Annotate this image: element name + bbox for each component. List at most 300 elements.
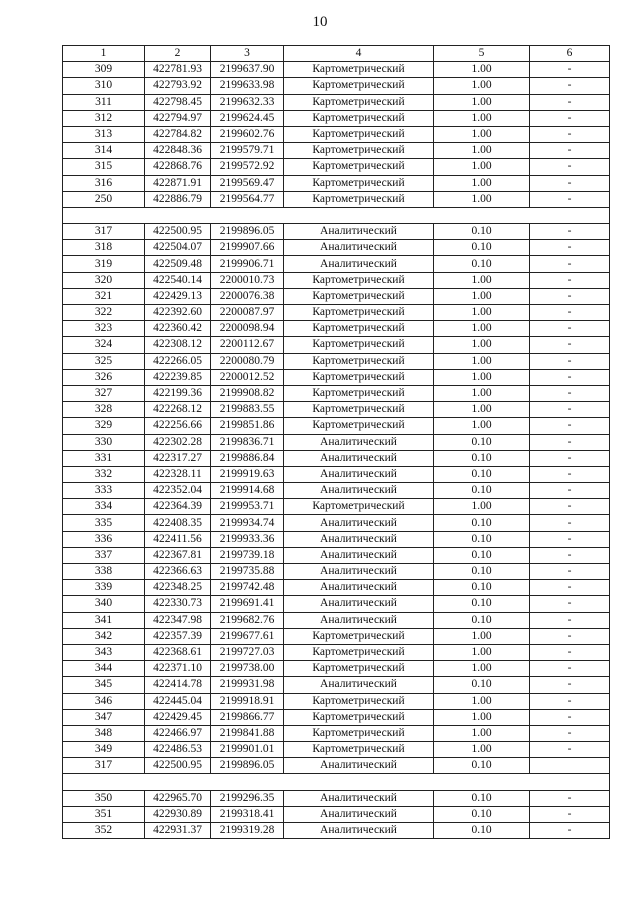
table-row bbox=[63, 531, 610, 547]
point-number-cell: 310 bbox=[63, 78, 145, 94]
method-cell: Аналитический bbox=[284, 758, 434, 774]
y-coordinate-cell: 2199906.71 bbox=[211, 256, 284, 272]
y-coordinate-cell: 2199841.88 bbox=[211, 725, 284, 741]
method-cell: Картометрический bbox=[284, 337, 434, 353]
table-row bbox=[63, 661, 610, 677]
header-col-6: 6 bbox=[530, 46, 610, 62]
y-coordinate-cell: 2200076.38 bbox=[211, 288, 284, 304]
note-cell: - bbox=[530, 515, 610, 531]
note-cell: - bbox=[530, 256, 610, 272]
accuracy-cell: 0.10 bbox=[434, 434, 530, 450]
table-row bbox=[63, 758, 610, 774]
accuracy-cell: 1.00 bbox=[434, 191, 530, 207]
method-cell: Аналитический bbox=[284, 466, 434, 482]
method-cell: Картометрический bbox=[284, 62, 434, 78]
point-number-cell: 352 bbox=[63, 823, 145, 839]
method-cell: Картометрический bbox=[284, 94, 434, 110]
method-cell: Картометрический bbox=[284, 191, 434, 207]
x-coordinate-cell: 422308.12 bbox=[145, 337, 211, 353]
method-cell: Аналитический bbox=[284, 450, 434, 466]
accuracy-cell: 1.00 bbox=[434, 143, 530, 159]
point-number-cell: 331 bbox=[63, 450, 145, 466]
table-row bbox=[63, 418, 610, 434]
accuracy-cell: 1.00 bbox=[434, 369, 530, 385]
y-coordinate-cell: 2199836.71 bbox=[211, 434, 284, 450]
x-coordinate-cell: 422266.05 bbox=[145, 353, 211, 369]
point-number-cell: 321 bbox=[63, 288, 145, 304]
method-cell: Картометрический bbox=[284, 661, 434, 677]
table-row bbox=[63, 369, 610, 385]
point-number-cell: 336 bbox=[63, 531, 145, 547]
x-coordinate-cell: 422781.93 bbox=[145, 62, 211, 78]
method-cell: Картометрический bbox=[284, 159, 434, 175]
y-coordinate-cell: 2199908.82 bbox=[211, 385, 284, 401]
point-number-cell: 348 bbox=[63, 725, 145, 741]
accuracy-cell: 1.00 bbox=[434, 402, 530, 418]
point-number-cell: 325 bbox=[63, 353, 145, 369]
table-row bbox=[63, 628, 610, 644]
accuracy-cell: 0.10 bbox=[434, 580, 530, 596]
table-row bbox=[63, 725, 610, 741]
note-cell: - bbox=[530, 337, 610, 353]
point-number-cell: 309 bbox=[63, 62, 145, 78]
x-coordinate-cell: 422199.36 bbox=[145, 385, 211, 401]
x-coordinate-cell: 422408.35 bbox=[145, 515, 211, 531]
method-cell: Аналитический bbox=[284, 483, 434, 499]
note-cell: - bbox=[530, 94, 610, 110]
table-row bbox=[63, 110, 610, 126]
x-coordinate-cell: 422348.25 bbox=[145, 580, 211, 596]
point-number-cell: 311 bbox=[63, 94, 145, 110]
point-number-cell: 316 bbox=[63, 175, 145, 191]
accuracy-cell: 0.10 bbox=[434, 790, 530, 806]
note-cell: - bbox=[530, 159, 610, 175]
x-coordinate-cell: 422798.45 bbox=[145, 94, 211, 110]
x-coordinate-cell: 422500.95 bbox=[145, 224, 211, 240]
note-cell: - bbox=[530, 806, 610, 822]
point-number-cell: 327 bbox=[63, 385, 145, 401]
table-row bbox=[63, 499, 610, 515]
x-coordinate-cell: 422366.63 bbox=[145, 564, 211, 580]
y-coordinate-cell: 2199901.01 bbox=[211, 742, 284, 758]
x-coordinate-cell: 422871.91 bbox=[145, 175, 211, 191]
accuracy-cell: 1.00 bbox=[434, 725, 530, 741]
table-row bbox=[63, 337, 610, 353]
method-cell: Аналитический bbox=[284, 790, 434, 806]
point-number-cell: 347 bbox=[63, 709, 145, 725]
point-number-cell: 344 bbox=[63, 661, 145, 677]
table-row bbox=[63, 612, 610, 628]
accuracy-cell: 1.00 bbox=[434, 110, 530, 126]
point-number-cell: 351 bbox=[63, 806, 145, 822]
note-cell: - bbox=[530, 62, 610, 78]
note-cell: - bbox=[530, 612, 610, 628]
table-row bbox=[63, 693, 610, 709]
y-coordinate-cell: 2199727.03 bbox=[211, 644, 284, 660]
table-row bbox=[63, 402, 610, 418]
method-cell: Картометрический bbox=[284, 305, 434, 321]
x-coordinate-cell: 422367.81 bbox=[145, 547, 211, 563]
point-number-cell: 333 bbox=[63, 483, 145, 499]
y-coordinate-cell: 2199896.05 bbox=[211, 224, 284, 240]
point-number-cell: 312 bbox=[63, 110, 145, 126]
point-number-cell: 343 bbox=[63, 644, 145, 660]
note-cell: - bbox=[530, 353, 610, 369]
method-cell: Аналитический bbox=[284, 806, 434, 822]
table-row bbox=[63, 515, 610, 531]
point-number-cell: 322 bbox=[63, 305, 145, 321]
header-col-1: 1 bbox=[63, 46, 145, 62]
table-row bbox=[63, 288, 610, 304]
point-number-cell: 337 bbox=[63, 547, 145, 563]
x-coordinate-cell: 422504.07 bbox=[145, 240, 211, 256]
y-coordinate-cell: 2199866.77 bbox=[211, 709, 284, 725]
table-row bbox=[63, 272, 610, 288]
point-number-cell: 335 bbox=[63, 515, 145, 531]
note-cell: - bbox=[530, 402, 610, 418]
accuracy-cell: 1.00 bbox=[434, 661, 530, 677]
x-coordinate-cell: 422793.92 bbox=[145, 78, 211, 94]
accuracy-cell: 1.00 bbox=[434, 288, 530, 304]
accuracy-cell: 1.00 bbox=[434, 272, 530, 288]
header-col-3: 3 bbox=[211, 46, 284, 62]
accuracy-cell: 0.10 bbox=[434, 531, 530, 547]
note-cell: - bbox=[530, 499, 610, 515]
separator-row bbox=[63, 774, 610, 790]
x-coordinate-cell: 422317.27 bbox=[145, 450, 211, 466]
x-coordinate-cell: 422848.36 bbox=[145, 143, 211, 159]
method-cell: Аналитический bbox=[284, 596, 434, 612]
accuracy-cell: 0.10 bbox=[434, 612, 530, 628]
x-coordinate-cell: 422500.95 bbox=[145, 758, 211, 774]
x-coordinate-cell: 422360.42 bbox=[145, 321, 211, 337]
note-cell: - bbox=[530, 288, 610, 304]
x-coordinate-cell: 422868.76 bbox=[145, 159, 211, 175]
method-cell: Картометрический bbox=[284, 709, 434, 725]
point-number-cell: 328 bbox=[63, 402, 145, 418]
x-coordinate-cell: 422256.66 bbox=[145, 418, 211, 434]
method-cell: Аналитический bbox=[284, 224, 434, 240]
x-coordinate-cell: 422784.82 bbox=[145, 126, 211, 142]
point-number-cell: 346 bbox=[63, 693, 145, 709]
method-cell: Аналитический bbox=[284, 256, 434, 272]
table-row bbox=[63, 126, 610, 142]
header-row bbox=[63, 46, 610, 62]
y-coordinate-cell: 2199602.76 bbox=[211, 126, 284, 142]
coordinates-table bbox=[62, 45, 610, 839]
table-row bbox=[63, 466, 610, 482]
y-coordinate-cell: 2199564.77 bbox=[211, 191, 284, 207]
table-row bbox=[63, 434, 610, 450]
point-number-cell: 315 bbox=[63, 159, 145, 175]
point-number-cell: 330 bbox=[63, 434, 145, 450]
note-cell: - bbox=[530, 450, 610, 466]
x-coordinate-cell: 422486.53 bbox=[145, 742, 211, 758]
table-row bbox=[63, 175, 610, 191]
point-number-cell: 323 bbox=[63, 321, 145, 337]
y-coordinate-cell: 2199637.90 bbox=[211, 62, 284, 78]
point-number-cell: 341 bbox=[63, 612, 145, 628]
table-header bbox=[63, 46, 610, 62]
accuracy-cell: 1.00 bbox=[434, 499, 530, 515]
separator-cell bbox=[63, 207, 610, 223]
method-cell: Аналитический bbox=[284, 531, 434, 547]
table-row bbox=[63, 483, 610, 499]
y-coordinate-cell: 2199682.76 bbox=[211, 612, 284, 628]
y-coordinate-cell: 2199934.74 bbox=[211, 515, 284, 531]
accuracy-cell: 1.00 bbox=[434, 418, 530, 434]
accuracy-cell: 0.10 bbox=[434, 564, 530, 580]
accuracy-cell: 1.00 bbox=[434, 62, 530, 78]
method-cell: Картометрический bbox=[284, 272, 434, 288]
y-coordinate-cell: 2199914.68 bbox=[211, 483, 284, 499]
point-number-cell: 342 bbox=[63, 628, 145, 644]
note-cell: - bbox=[530, 790, 610, 806]
table-row bbox=[63, 94, 610, 110]
note-cell: - bbox=[530, 677, 610, 693]
accuracy-cell: 1.00 bbox=[434, 693, 530, 709]
note-cell: - bbox=[530, 143, 610, 159]
x-coordinate-cell: 422392.60 bbox=[145, 305, 211, 321]
accuracy-cell: 0.10 bbox=[434, 466, 530, 482]
table-row bbox=[63, 450, 610, 466]
x-coordinate-cell: 422364.39 bbox=[145, 499, 211, 515]
note-cell bbox=[530, 758, 610, 774]
point-number-cell: 340 bbox=[63, 596, 145, 612]
note-cell: - bbox=[530, 531, 610, 547]
point-number-cell: 339 bbox=[63, 580, 145, 596]
x-coordinate-cell: 422239.85 bbox=[145, 369, 211, 385]
point-number-cell: 250 bbox=[63, 191, 145, 207]
note-cell: - bbox=[530, 385, 610, 401]
accuracy-cell: 0.10 bbox=[434, 677, 530, 693]
note-cell: - bbox=[530, 823, 610, 839]
separator-row bbox=[63, 207, 610, 223]
accuracy-cell: 0.10 bbox=[434, 823, 530, 839]
y-coordinate-cell: 2199886.84 bbox=[211, 450, 284, 466]
table-row bbox=[63, 742, 610, 758]
point-number-cell: 313 bbox=[63, 126, 145, 142]
x-coordinate-cell: 422540.14 bbox=[145, 272, 211, 288]
y-coordinate-cell: 2199907.66 bbox=[211, 240, 284, 256]
note-cell: - bbox=[530, 272, 610, 288]
y-coordinate-cell: 2199931.98 bbox=[211, 677, 284, 693]
method-cell: Картометрический bbox=[284, 143, 434, 159]
accuracy-cell: 0.10 bbox=[434, 224, 530, 240]
separator-cell bbox=[63, 774, 610, 790]
y-coordinate-cell: 2199633.98 bbox=[211, 78, 284, 94]
x-coordinate-cell: 422371.10 bbox=[145, 661, 211, 677]
x-coordinate-cell: 422368.61 bbox=[145, 644, 211, 660]
accuracy-cell: 1.00 bbox=[434, 385, 530, 401]
x-coordinate-cell: 422347.98 bbox=[145, 612, 211, 628]
point-number-cell: 317 bbox=[63, 758, 145, 774]
method-cell: Аналитический bbox=[284, 547, 434, 563]
table-row bbox=[63, 806, 610, 822]
method-cell: Картометрический bbox=[284, 288, 434, 304]
method-cell: Аналитический bbox=[284, 515, 434, 531]
y-coordinate-cell: 2199742.48 bbox=[211, 580, 284, 596]
point-number-cell: 338 bbox=[63, 564, 145, 580]
method-cell: Картометрический bbox=[284, 402, 434, 418]
method-cell: Аналитический bbox=[284, 677, 434, 693]
y-coordinate-cell: 2199579.71 bbox=[211, 143, 284, 159]
note-cell: - bbox=[530, 580, 610, 596]
y-coordinate-cell: 2199318.41 bbox=[211, 806, 284, 822]
accuracy-cell: 0.10 bbox=[434, 547, 530, 563]
accuracy-cell: 1.00 bbox=[434, 742, 530, 758]
x-coordinate-cell: 422429.45 bbox=[145, 709, 211, 725]
note-cell: - bbox=[530, 126, 610, 142]
method-cell: Аналитический bbox=[284, 434, 434, 450]
accuracy-cell: 0.10 bbox=[434, 256, 530, 272]
y-coordinate-cell: 2200080.79 bbox=[211, 353, 284, 369]
x-coordinate-cell: 422965.70 bbox=[145, 790, 211, 806]
y-coordinate-cell: 2199624.45 bbox=[211, 110, 284, 126]
y-coordinate-cell: 2199953.71 bbox=[211, 499, 284, 515]
accuracy-cell: 1.00 bbox=[434, 175, 530, 191]
note-cell: - bbox=[530, 661, 610, 677]
note-cell: - bbox=[530, 434, 610, 450]
note-cell: - bbox=[530, 644, 610, 660]
x-coordinate-cell: 422429.13 bbox=[145, 288, 211, 304]
x-coordinate-cell: 422411.56 bbox=[145, 531, 211, 547]
point-number-cell: 329 bbox=[63, 418, 145, 434]
method-cell: Картометрический bbox=[284, 644, 434, 660]
table-row bbox=[63, 240, 610, 256]
table-row bbox=[63, 305, 610, 321]
table-row bbox=[63, 644, 610, 660]
table-row bbox=[63, 790, 610, 806]
x-coordinate-cell: 422466.97 bbox=[145, 725, 211, 741]
table-row bbox=[63, 191, 610, 207]
note-cell: - bbox=[530, 564, 610, 580]
accuracy-cell: 1.00 bbox=[434, 709, 530, 725]
accuracy-cell: 1.00 bbox=[434, 159, 530, 175]
table-row bbox=[63, 321, 610, 337]
x-coordinate-cell: 422794.97 bbox=[145, 110, 211, 126]
note-cell: - bbox=[530, 78, 610, 94]
method-cell: Аналитический bbox=[284, 612, 434, 628]
table-row bbox=[63, 224, 610, 240]
note-cell: - bbox=[530, 240, 610, 256]
x-coordinate-cell: 422930.89 bbox=[145, 806, 211, 822]
note-cell: - bbox=[530, 369, 610, 385]
y-coordinate-cell: 2199632.33 bbox=[211, 94, 284, 110]
point-number-cell: 314 bbox=[63, 143, 145, 159]
y-coordinate-cell: 2199919.63 bbox=[211, 466, 284, 482]
note-cell: - bbox=[530, 693, 610, 709]
table-row bbox=[63, 159, 610, 175]
y-coordinate-cell: 2200012.52 bbox=[211, 369, 284, 385]
accuracy-cell: 0.10 bbox=[434, 806, 530, 822]
note-cell: - bbox=[530, 224, 610, 240]
note-cell: - bbox=[530, 466, 610, 482]
accuracy-cell: 0.10 bbox=[434, 483, 530, 499]
table-row bbox=[63, 823, 610, 839]
y-coordinate-cell: 2200010.73 bbox=[211, 272, 284, 288]
method-cell: Картометрический bbox=[284, 175, 434, 191]
x-coordinate-cell: 422509.48 bbox=[145, 256, 211, 272]
x-coordinate-cell: 422886.79 bbox=[145, 191, 211, 207]
x-coordinate-cell: 422302.28 bbox=[145, 434, 211, 450]
accuracy-cell: 1.00 bbox=[434, 337, 530, 353]
y-coordinate-cell: 2200098.94 bbox=[211, 321, 284, 337]
method-cell: Картометрический bbox=[284, 78, 434, 94]
x-coordinate-cell: 422445.04 bbox=[145, 693, 211, 709]
accuracy-cell: 1.00 bbox=[434, 628, 530, 644]
y-coordinate-cell: 2199896.05 bbox=[211, 758, 284, 774]
table-row bbox=[63, 596, 610, 612]
note-cell: - bbox=[530, 483, 610, 499]
method-cell: Картометрический bbox=[284, 499, 434, 515]
header-col-4: 4 bbox=[284, 46, 434, 62]
accuracy-cell: 1.00 bbox=[434, 321, 530, 337]
accuracy-cell: 0.10 bbox=[434, 596, 530, 612]
table-row bbox=[63, 62, 610, 78]
point-number-cell: 319 bbox=[63, 256, 145, 272]
note-cell: - bbox=[530, 742, 610, 758]
note-cell: - bbox=[530, 191, 610, 207]
y-coordinate-cell: 2199677.61 bbox=[211, 628, 284, 644]
point-number-cell: 345 bbox=[63, 677, 145, 693]
y-coordinate-cell: 2199851.86 bbox=[211, 418, 284, 434]
y-coordinate-cell: 2200087.97 bbox=[211, 305, 284, 321]
method-cell: Картометрический bbox=[284, 321, 434, 337]
table-row bbox=[63, 564, 610, 580]
note-cell: - bbox=[530, 321, 610, 337]
note-cell: - bbox=[530, 709, 610, 725]
method-cell: Картометрический bbox=[284, 110, 434, 126]
point-number-cell: 350 bbox=[63, 790, 145, 806]
method-cell: Картометрический bbox=[284, 353, 434, 369]
table-row bbox=[63, 143, 610, 159]
accuracy-cell: 0.10 bbox=[434, 240, 530, 256]
method-cell: Картометрический bbox=[284, 126, 434, 142]
note-cell: - bbox=[530, 547, 610, 563]
table-row bbox=[63, 580, 610, 596]
note-cell: - bbox=[530, 175, 610, 191]
x-coordinate-cell: 422931.37 bbox=[145, 823, 211, 839]
point-number-cell: 320 bbox=[63, 272, 145, 288]
method-cell: Аналитический bbox=[284, 240, 434, 256]
y-coordinate-cell: 2199691.41 bbox=[211, 596, 284, 612]
table-row bbox=[63, 709, 610, 725]
table-row bbox=[63, 353, 610, 369]
table-row bbox=[63, 78, 610, 94]
y-coordinate-cell: 2199735.88 bbox=[211, 564, 284, 580]
method-cell: Картометрический bbox=[284, 369, 434, 385]
accuracy-cell: 1.00 bbox=[434, 94, 530, 110]
x-coordinate-cell: 422328.11 bbox=[145, 466, 211, 482]
header-col-2: 2 bbox=[145, 46, 211, 62]
y-coordinate-cell: 2200112.67 bbox=[211, 337, 284, 353]
accuracy-cell: 1.00 bbox=[434, 78, 530, 94]
method-cell: Картометрический bbox=[284, 693, 434, 709]
point-number-cell: 317 bbox=[63, 224, 145, 240]
accuracy-cell: 1.00 bbox=[434, 644, 530, 660]
method-cell: Аналитический bbox=[284, 823, 434, 839]
accuracy-cell: 0.10 bbox=[434, 450, 530, 466]
method-cell: Картометрический bbox=[284, 725, 434, 741]
method-cell: Картометрический bbox=[284, 742, 434, 758]
point-number-cell: 334 bbox=[63, 499, 145, 515]
note-cell: - bbox=[530, 628, 610, 644]
accuracy-cell: 0.10 bbox=[434, 758, 530, 774]
header-col-5: 5 bbox=[434, 46, 530, 62]
y-coordinate-cell: 2199319.28 bbox=[211, 823, 284, 839]
y-coordinate-cell: 2199883.55 bbox=[211, 402, 284, 418]
